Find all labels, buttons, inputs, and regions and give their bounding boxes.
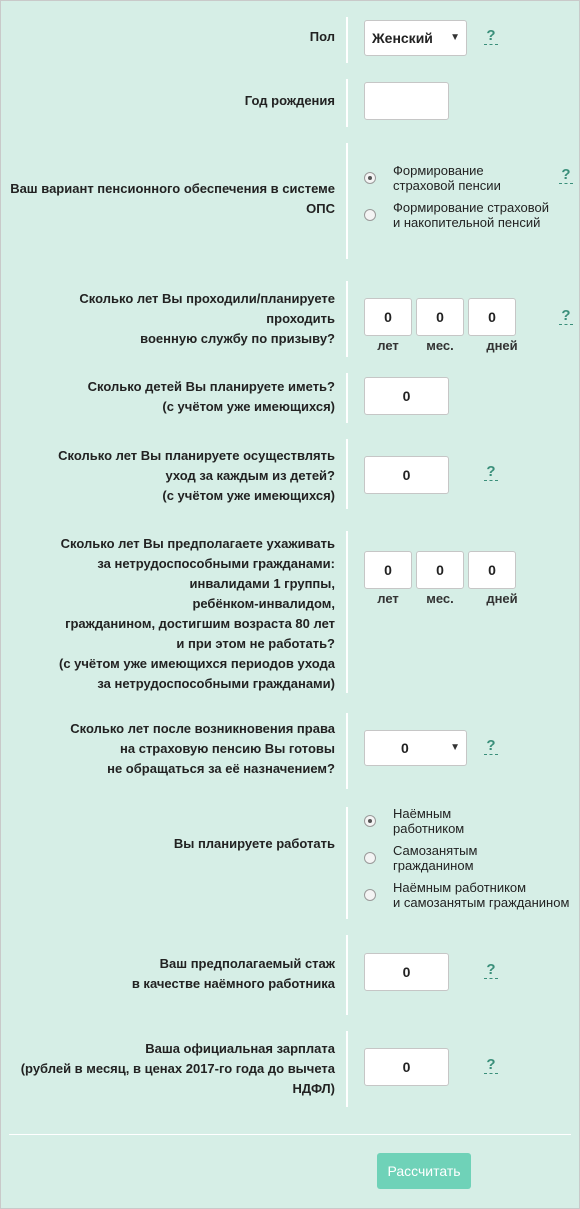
disabled-care-label: Сколько лет Вы предполагаете ухаживать за нетрудоспособными гражданами: инвалидами 1 группы, ребёнком-инвалидом, гражданином, достигшим возраста 80 лет и при этом не работать? (с учётом уже имеющихся периодов ухода за нетрудоспособными гражданами) xyxy=(58,536,335,691)
childcare-input[interactable]: 0 xyxy=(364,456,449,494)
divider xyxy=(346,807,348,919)
divider xyxy=(346,281,348,357)
birth-year-input[interactable] xyxy=(364,82,449,120)
gender-help-icon[interactable]: ? xyxy=(484,28,498,45)
childcare-help-icon[interactable]: ? xyxy=(484,464,498,481)
salary-input[interactable]: 0 xyxy=(364,1048,449,1086)
salary-label: Ваша официальная зарплата (рублей в месяц, в ценах 2017-го года до вычета НДФЛ) xyxy=(20,1041,335,1096)
gender-label: Пол xyxy=(309,29,335,44)
pension-option-label-1: Формирование страховой пенсии xyxy=(393,163,501,193)
employment-years-label: Ваш предполагаемый стаж в качестве наёмного работника xyxy=(131,956,335,991)
pension-option-label: Ваш вариант пенсионного обеспечения в системе ОПС xyxy=(10,181,335,216)
military-months-input[interactable]: 0 xyxy=(416,298,464,336)
disabled-care-days-input[interactable]: 0 xyxy=(468,551,516,589)
years-unit-label: лет xyxy=(377,591,399,606)
chevron-down-icon: ▼ xyxy=(450,742,460,753)
military-years-input[interactable]: 0 xyxy=(364,298,412,336)
pension-option-radio-2[interactable] xyxy=(364,209,376,221)
work-plan-radio-both[interactable] xyxy=(364,889,376,901)
calculate-button[interactable]: Рассчитать xyxy=(377,1153,471,1189)
disabled-care-months-input[interactable]: 0 xyxy=(416,551,464,589)
divider xyxy=(346,713,348,789)
pension-option-help-icon[interactable]: ? xyxy=(559,167,573,184)
days-unit-label: дней xyxy=(486,338,518,353)
deferral-select-value: 0 xyxy=(401,740,409,756)
work-plan-label-self-employed: Самозанятым гражданином xyxy=(393,843,478,873)
months-unit-label: мес. xyxy=(426,338,454,353)
work-plan-label-both: Наёмным работником и самозанятым гражданином xyxy=(393,880,570,910)
days-unit-label: дней xyxy=(486,591,518,606)
military-days-input[interactable]: 0 xyxy=(468,298,516,336)
work-plan-radio-self-employed[interactable] xyxy=(364,852,376,864)
form-divider xyxy=(9,1134,571,1135)
birth-year-label: Год рождения xyxy=(244,93,335,108)
work-plan-label-employee: Наёмным работником xyxy=(393,806,465,836)
deferral-label: Сколько лет после возникновения права на страховую пенсию Вы готовы не обращаться за её назначением? xyxy=(70,721,335,776)
work-plan-label: Вы планируете работать xyxy=(173,836,335,851)
divider xyxy=(346,935,348,1015)
disabled-care-years-input[interactable]: 0 xyxy=(364,551,412,589)
employment-years-input[interactable]: 0 xyxy=(364,953,449,991)
work-plan-radio-employee[interactable] xyxy=(364,815,376,827)
military-help-icon[interactable]: ? xyxy=(559,308,573,325)
salary-help-icon[interactable]: ? xyxy=(484,1057,498,1074)
children-label: Сколько детей Вы планируете иметь? (с учётом уже имеющихся) xyxy=(87,379,335,414)
deferral-select[interactable] xyxy=(364,730,467,766)
deferral-help-icon[interactable]: ? xyxy=(484,738,498,755)
divider xyxy=(346,17,348,63)
military-label: Сколько лет Вы проходили/планируете проходить военную службу по призыву? xyxy=(79,291,335,346)
gender-select-value: Женский xyxy=(372,30,433,46)
chevron-down-icon: ▼ xyxy=(450,32,460,43)
divider xyxy=(346,79,348,127)
childcare-label: Сколько лет Вы планируете осуществлять уход за каждым из детей? (с учётом уже имеющихся) xyxy=(58,448,335,503)
divider xyxy=(346,373,348,423)
children-input[interactable]: 0 xyxy=(364,377,449,415)
employment-years-help-icon[interactable]: ? xyxy=(484,962,498,979)
years-unit-label: лет xyxy=(377,338,399,353)
divider xyxy=(346,143,348,259)
gender-select[interactable] xyxy=(364,20,467,56)
divider xyxy=(346,1031,348,1107)
divider xyxy=(346,439,348,509)
pension-option-radio-1[interactable] xyxy=(364,172,376,184)
divider xyxy=(346,531,348,693)
pension-option-label-2: Формирование страховой и накопительной пенсий xyxy=(393,200,550,230)
months-unit-label: мес. xyxy=(426,591,454,606)
